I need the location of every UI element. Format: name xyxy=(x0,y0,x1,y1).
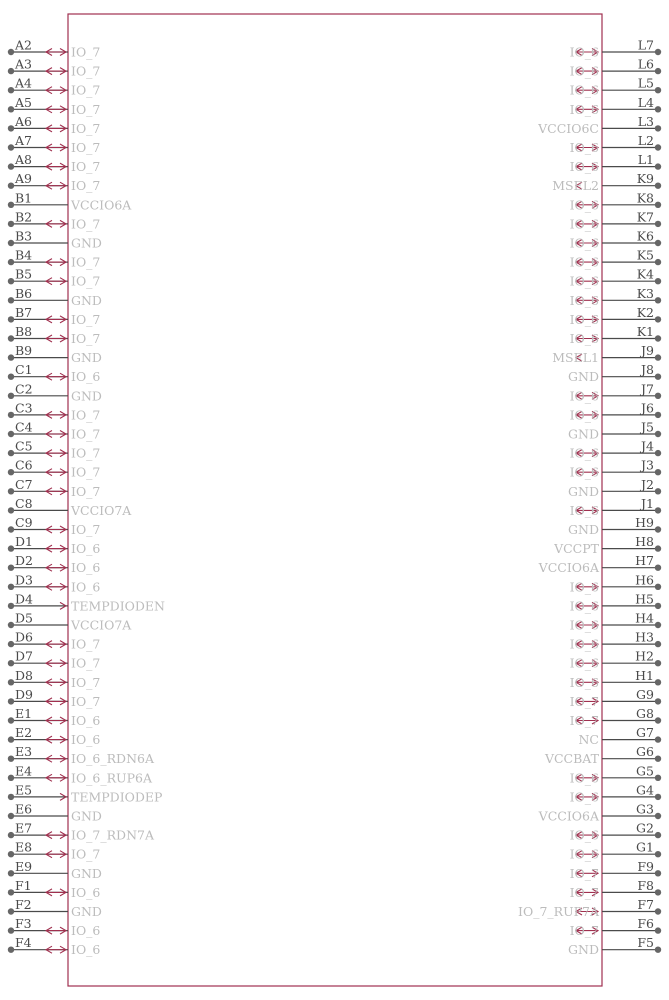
pin-number: K1 xyxy=(636,324,654,339)
pin-endpoint-dot xyxy=(8,106,14,112)
pin-endpoint-dot xyxy=(8,698,14,704)
pin-name: IO_7 xyxy=(71,44,101,60)
pin-endpoint-dot xyxy=(655,202,661,208)
pin-name: IO_6 xyxy=(569,407,599,423)
pin-name: IO_7 xyxy=(71,82,101,98)
pin-number: G3 xyxy=(636,801,654,817)
pin-name: IO_6 xyxy=(569,292,599,308)
pin-name: IO_7 xyxy=(71,120,101,136)
pin-endpoint-dot xyxy=(655,49,661,55)
pin-number: C7 xyxy=(15,476,33,492)
pin-number: A4 xyxy=(15,75,32,91)
pin-endpoint-dot xyxy=(655,221,661,227)
pin-endpoint-dot xyxy=(655,469,661,475)
pin-endpoint-dot xyxy=(8,335,14,341)
pin-name: IO_6 xyxy=(71,732,101,748)
pin-endpoint-dot xyxy=(655,374,661,380)
pin-name: IO_6 xyxy=(71,942,101,958)
pin-endpoint-dot xyxy=(655,125,661,131)
pin-name: IO_6 xyxy=(569,273,599,289)
pin-number: K6 xyxy=(636,228,654,244)
pin-number: H3 xyxy=(635,629,654,645)
pin-name: TEMPDIODEP xyxy=(71,789,163,805)
pin-endpoint-dot xyxy=(8,450,14,456)
pin-name: GND xyxy=(71,350,102,366)
pin-number: C4 xyxy=(15,419,33,435)
left-pin-column xyxy=(8,38,165,958)
pin-number: D7 xyxy=(15,648,33,664)
pin-endpoint-dot xyxy=(655,947,661,953)
pin-number: A3 xyxy=(15,56,32,72)
pin-number: G1 xyxy=(636,839,654,855)
pin-endpoint-dot xyxy=(8,736,14,742)
pin-number: K8 xyxy=(636,190,654,206)
pin-name: GND xyxy=(71,292,102,308)
pin-endpoint-dot xyxy=(8,603,14,609)
pin-endpoint-dot xyxy=(8,832,14,838)
pin-name: IO_6 xyxy=(569,655,599,671)
pin-number: E5 xyxy=(15,782,33,798)
pin xyxy=(568,935,661,957)
pin-number: D3 xyxy=(15,572,33,588)
pin-endpoint-dot xyxy=(655,698,661,704)
pin-number: F4 xyxy=(15,935,32,951)
pin-number: L2 xyxy=(637,133,654,148)
pin-name: IO_6 xyxy=(569,464,599,480)
pin-name: IO_6 xyxy=(569,827,599,843)
pin-name: IO_6 xyxy=(569,617,599,633)
pin-number: E7 xyxy=(15,820,33,836)
pin-endpoint-dot xyxy=(655,794,661,800)
pin-name: IO_6 xyxy=(569,140,599,155)
pin-endpoint-dot xyxy=(8,756,14,762)
pin-number: D9 xyxy=(15,686,33,702)
pin-number: F1 xyxy=(15,877,32,893)
pin-name: IO_7 xyxy=(71,273,101,289)
pin-name: VCCBAT xyxy=(544,751,599,767)
pin-endpoint-dot xyxy=(8,374,14,380)
pin-number: B5 xyxy=(15,266,33,282)
pin-name: IO_6 xyxy=(71,884,101,900)
pin-number: L3 xyxy=(637,113,654,129)
pin-number: G5 xyxy=(636,763,654,779)
pin-endpoint-dot xyxy=(8,412,14,418)
pin-name: IO_6 xyxy=(569,502,599,518)
pin-endpoint-dot xyxy=(8,488,14,494)
pin-endpoint-dot xyxy=(655,297,661,303)
pin-endpoint-dot xyxy=(655,183,661,189)
pin-number: L7 xyxy=(637,37,654,53)
pin-endpoint-dot xyxy=(655,316,661,322)
pin-name: IO_6 xyxy=(569,82,599,98)
pin-name: IO_6_RUP6A xyxy=(71,770,152,786)
pin-number: F9 xyxy=(637,858,654,874)
pin-number: G6 xyxy=(636,744,654,760)
pin-endpoint-dot xyxy=(655,775,661,781)
pin-number: J3 xyxy=(641,457,654,473)
pin-number: G2 xyxy=(636,820,654,836)
pin-name: IO_6 xyxy=(569,331,599,346)
pin-number: A7 xyxy=(15,133,32,148)
pin-endpoint-dot xyxy=(655,565,661,571)
pin-endpoint-dot xyxy=(8,297,14,303)
pin-number: K3 xyxy=(636,285,654,301)
pin-number: K7 xyxy=(636,209,654,225)
pin-number: H1 xyxy=(635,667,654,683)
pin-endpoint-dot xyxy=(655,335,661,341)
pin-number: B7 xyxy=(15,304,33,320)
pin-endpoint-dot xyxy=(655,851,661,857)
pin-endpoint-dot xyxy=(655,660,661,666)
pin-name: IO_6 xyxy=(569,101,599,117)
pin-number: H6 xyxy=(635,572,654,588)
pin-name: IO_6 xyxy=(569,636,599,652)
pin-name: IO_7 xyxy=(71,216,101,232)
pin-endpoint-dot xyxy=(655,278,661,284)
pin-name: IO_7 xyxy=(71,445,101,461)
pin-name: IO_7 xyxy=(71,159,101,175)
pin-name: GND xyxy=(71,388,102,404)
pin-name: IO_7 xyxy=(71,140,101,155)
pin-endpoint-dot xyxy=(655,259,661,265)
pin-endpoint-dot xyxy=(655,240,661,246)
pin-number: C1 xyxy=(15,362,33,378)
pin-name: IO_6 xyxy=(71,579,101,595)
pin-number: A2 xyxy=(15,37,32,53)
pin-name: IO_6 xyxy=(569,63,599,79)
pin-endpoint-dot xyxy=(8,278,14,284)
pin-number: H9 xyxy=(635,515,654,530)
pin-name: IO_7_RUP7A xyxy=(518,904,599,919)
pin-endpoint-dot xyxy=(655,431,661,437)
pin-endpoint-dot xyxy=(655,756,661,762)
pin-endpoint-dot xyxy=(8,679,14,685)
pin-number: L4 xyxy=(637,94,654,110)
pin-name: GND xyxy=(568,483,599,499)
pin-number: A5 xyxy=(15,94,32,110)
pin-name: IO_7 xyxy=(71,846,101,862)
pin-name: TEMPDIODEN xyxy=(71,598,165,614)
pin-name: IO_6 xyxy=(71,369,101,385)
pin-endpoint-dot xyxy=(8,431,14,437)
pin-endpoint-dot xyxy=(8,125,14,131)
pin-name: VCCIO7A xyxy=(71,617,132,633)
pin-endpoint-dot xyxy=(8,947,14,953)
pin-number: B2 xyxy=(15,209,33,225)
pin-name: GND xyxy=(568,369,599,385)
pin-endpoint-dot xyxy=(8,49,14,55)
pin-number: F2 xyxy=(15,897,32,912)
pin-endpoint-dot xyxy=(8,851,14,857)
pin-number: F3 xyxy=(15,916,32,932)
pin-endpoint-dot xyxy=(655,507,661,513)
pin-endpoint-dot xyxy=(655,832,661,838)
pin-number: J9 xyxy=(641,343,654,359)
pin-number: G9 xyxy=(636,686,654,702)
pin-number: B1 xyxy=(15,190,33,206)
pin-name: GND xyxy=(71,865,102,881)
pin-number: C2 xyxy=(15,381,33,397)
pin-endpoint-dot xyxy=(8,927,14,933)
pin-endpoint-dot xyxy=(8,908,14,914)
pin-number: C5 xyxy=(15,438,33,454)
pin-number: C3 xyxy=(15,400,33,416)
pin-number: L1 xyxy=(637,152,654,168)
pin-name: GND xyxy=(71,808,102,824)
pin-name: IO_6 xyxy=(71,541,101,557)
pin-endpoint-dot xyxy=(655,679,661,685)
pin-endpoint-dot xyxy=(8,163,14,169)
pin-name: GND xyxy=(71,904,102,919)
pin-number: E3 xyxy=(15,744,33,760)
pin-number: L5 xyxy=(637,75,654,91)
pin-endpoint-dot xyxy=(655,354,661,360)
pin-endpoint-dot xyxy=(8,144,14,150)
pin xyxy=(8,935,101,957)
pin-endpoint-dot xyxy=(655,584,661,590)
pin-endpoint-dot xyxy=(655,736,661,742)
pin-endpoint-dot xyxy=(8,794,14,800)
pin-name: GND xyxy=(71,235,102,251)
pin-name: IO_6_RDN6A xyxy=(71,751,154,767)
pin-name: IO_6 xyxy=(569,311,599,327)
pin-endpoint-dot xyxy=(8,526,14,532)
pin-endpoint-dot xyxy=(655,450,661,456)
pin-number: K5 xyxy=(636,247,654,263)
pin-name: IO_7 xyxy=(71,254,101,270)
pin-endpoint-dot xyxy=(655,488,661,494)
pin-endpoint-dot xyxy=(8,202,14,208)
pin-endpoint-dot xyxy=(8,775,14,781)
pin-number: C8 xyxy=(15,495,33,511)
pin-endpoint-dot xyxy=(655,908,661,914)
right-pin-column xyxy=(518,38,661,958)
pin-endpoint-dot xyxy=(655,545,661,551)
pin-number: B6 xyxy=(15,285,33,301)
pin-number: D2 xyxy=(15,553,33,569)
pin-number: B3 xyxy=(15,228,33,244)
pin-number: D6 xyxy=(15,629,33,645)
pin-number: D4 xyxy=(15,591,33,607)
pin-endpoint-dot xyxy=(8,584,14,590)
pin-endpoint-dot xyxy=(8,393,14,399)
pin-name: IO_6 xyxy=(569,846,599,862)
pin-endpoint-dot xyxy=(8,240,14,246)
pin-number: A6 xyxy=(15,113,32,129)
pin-name: IO_7 xyxy=(71,655,101,671)
pin-name: IO_7 xyxy=(71,464,101,480)
pin-number: C6 xyxy=(15,457,33,473)
pin-number: J1 xyxy=(641,495,654,511)
pin-number: C9 xyxy=(15,515,33,530)
pin-endpoint-dot xyxy=(655,163,661,169)
pin-number: E6 xyxy=(15,801,33,817)
pin-endpoint-dot xyxy=(8,717,14,723)
pin-name: VCCIO6A xyxy=(538,560,599,576)
pin-endpoint-dot xyxy=(8,354,14,360)
pin-endpoint-dot xyxy=(8,87,14,93)
pin-number: B9 xyxy=(15,343,33,359)
pin-name: IO_7 xyxy=(569,713,599,728)
pin-number: F6 xyxy=(637,916,654,932)
pin-name: IO_6 xyxy=(569,254,599,270)
pin-endpoint-dot xyxy=(8,622,14,628)
pin-name: NC xyxy=(578,732,599,748)
pin-endpoint-dot xyxy=(8,259,14,265)
pin-endpoint-dot xyxy=(8,469,14,475)
pin-endpoint-dot xyxy=(655,144,661,150)
pin-endpoint-dot xyxy=(8,870,14,876)
pin-number: J7 xyxy=(641,381,654,397)
pin-name: IO_6 xyxy=(569,598,599,614)
pin-number: K9 xyxy=(636,171,654,187)
pin-number: B4 xyxy=(15,247,33,263)
pin-name: IO_7 xyxy=(71,693,101,709)
pin-name: IO_6 xyxy=(569,388,599,404)
pin-name: IO_6 xyxy=(569,216,599,232)
pin-endpoint-dot xyxy=(655,641,661,647)
pin-name: IO_6 xyxy=(569,789,599,805)
pin-endpoint-dot xyxy=(655,622,661,628)
pin-number: H2 xyxy=(635,648,654,664)
pin-endpoint-dot xyxy=(8,660,14,666)
pin-name: IO_7 xyxy=(71,178,101,194)
pin-number: E2 xyxy=(15,725,33,741)
pin-number: K4 xyxy=(636,266,654,282)
pin-name: IO_7 xyxy=(569,884,599,900)
pin-endpoint-dot xyxy=(8,813,14,819)
pin-endpoint-dot xyxy=(655,412,661,418)
pin-number: B8 xyxy=(15,324,33,339)
pin-number: J5 xyxy=(641,419,654,435)
pin-name: IO_6 xyxy=(71,713,101,728)
pin-endpoint-dot xyxy=(655,870,661,876)
pin-endpoint-dot xyxy=(8,565,14,571)
pin-name: GND xyxy=(568,942,599,958)
pin-endpoint-dot xyxy=(8,183,14,189)
pin-endpoint-dot xyxy=(8,507,14,513)
pin-endpoint-dot xyxy=(8,68,14,74)
pin-number: E1 xyxy=(15,706,33,721)
pin-name: IO_7 xyxy=(71,674,101,690)
pin-name: IO_7 xyxy=(71,483,101,499)
pin-name: MSEL1 xyxy=(552,350,599,366)
pin-number: J6 xyxy=(641,400,654,416)
pin-number: G8 xyxy=(636,706,654,721)
pin-endpoint-dot xyxy=(655,87,661,93)
pin-name: IO_7 xyxy=(71,63,101,79)
pin-name: IO_7 xyxy=(71,331,101,346)
pin-endpoint-dot xyxy=(8,221,14,227)
pin-endpoint-dot xyxy=(655,927,661,933)
pin-name: IO_7 xyxy=(71,101,101,117)
pin-number: F8 xyxy=(637,877,654,893)
pin-number: H5 xyxy=(635,591,654,607)
pin-endpoint-dot xyxy=(8,889,14,895)
pin-endpoint-dot xyxy=(655,813,661,819)
pin-number: L6 xyxy=(637,56,654,72)
pin-number: G4 xyxy=(636,782,654,798)
pin-number: H7 xyxy=(635,553,654,569)
pin-name: IO_6 xyxy=(71,923,101,939)
pin-name: IO_6 xyxy=(569,445,599,461)
pin-name: IO_7 xyxy=(71,426,101,442)
pin-number: G7 xyxy=(636,725,654,741)
pin-number: J4 xyxy=(641,438,654,454)
pin-name: VCCPT xyxy=(554,541,599,557)
pin-name: IO_7 xyxy=(71,636,101,652)
pin-name: IO_7_RDN7A xyxy=(71,827,154,843)
pin-number: F5 xyxy=(637,935,654,951)
pin-number: D5 xyxy=(15,610,33,626)
pin-name: IO_6 xyxy=(569,159,599,175)
pin-name: IO_7 xyxy=(569,923,599,939)
pin-name: VCCIO7A xyxy=(71,502,132,518)
pin-name: IO_6 xyxy=(569,674,599,690)
pin-name: VCCIO6A xyxy=(538,808,599,824)
pin-name: VCCIO6A xyxy=(71,197,132,213)
pin-endpoint-dot xyxy=(655,68,661,74)
pin-endpoint-dot xyxy=(655,106,661,112)
pin-name: IO_7 xyxy=(71,407,101,423)
pin-name: IO_7 xyxy=(569,865,599,881)
pin-number: K2 xyxy=(636,304,654,320)
pin-endpoint-dot xyxy=(655,393,661,399)
pin-number: E9 xyxy=(15,858,33,874)
pin-number: A9 xyxy=(15,171,32,187)
pin-name: IO_6 xyxy=(569,770,599,786)
pin-name: IO_7 xyxy=(569,693,599,709)
pin-number: F7 xyxy=(637,897,654,912)
pin-endpoint-dot xyxy=(8,641,14,647)
pin-endpoint-dot xyxy=(8,316,14,322)
pin-name: IO_6 xyxy=(569,44,599,60)
pin-name: VCCIO6C xyxy=(538,120,599,136)
pin-endpoint-dot xyxy=(655,717,661,723)
pin-name: GND xyxy=(568,522,599,537)
pin-number: E8 xyxy=(15,839,33,855)
pin-number: D1 xyxy=(15,534,33,550)
pin-endpoint-dot xyxy=(655,889,661,895)
pin-number: A8 xyxy=(15,152,32,168)
pin-name: IO_6 xyxy=(71,560,101,576)
pin-number: H8 xyxy=(635,534,654,550)
pin-number: J8 xyxy=(641,362,654,378)
pin-name: IO_6 xyxy=(569,579,599,595)
pin-number: J2 xyxy=(641,476,654,492)
pin-endpoint-dot xyxy=(655,603,661,609)
pin-name: IO_7 xyxy=(71,522,101,537)
pin-endpoint-dot xyxy=(8,545,14,551)
pin-name: MSEL2 xyxy=(552,178,599,194)
pin-number: H4 xyxy=(635,610,654,626)
pin-number: D8 xyxy=(15,667,33,683)
pin-name: IO_6 xyxy=(569,197,599,213)
pin-number: E4 xyxy=(15,763,33,779)
pin-endpoint-dot xyxy=(655,526,661,532)
pin-name: IO_6 xyxy=(569,235,599,251)
pin-name: IO_7 xyxy=(71,311,101,327)
pin-name: GND xyxy=(568,426,599,442)
